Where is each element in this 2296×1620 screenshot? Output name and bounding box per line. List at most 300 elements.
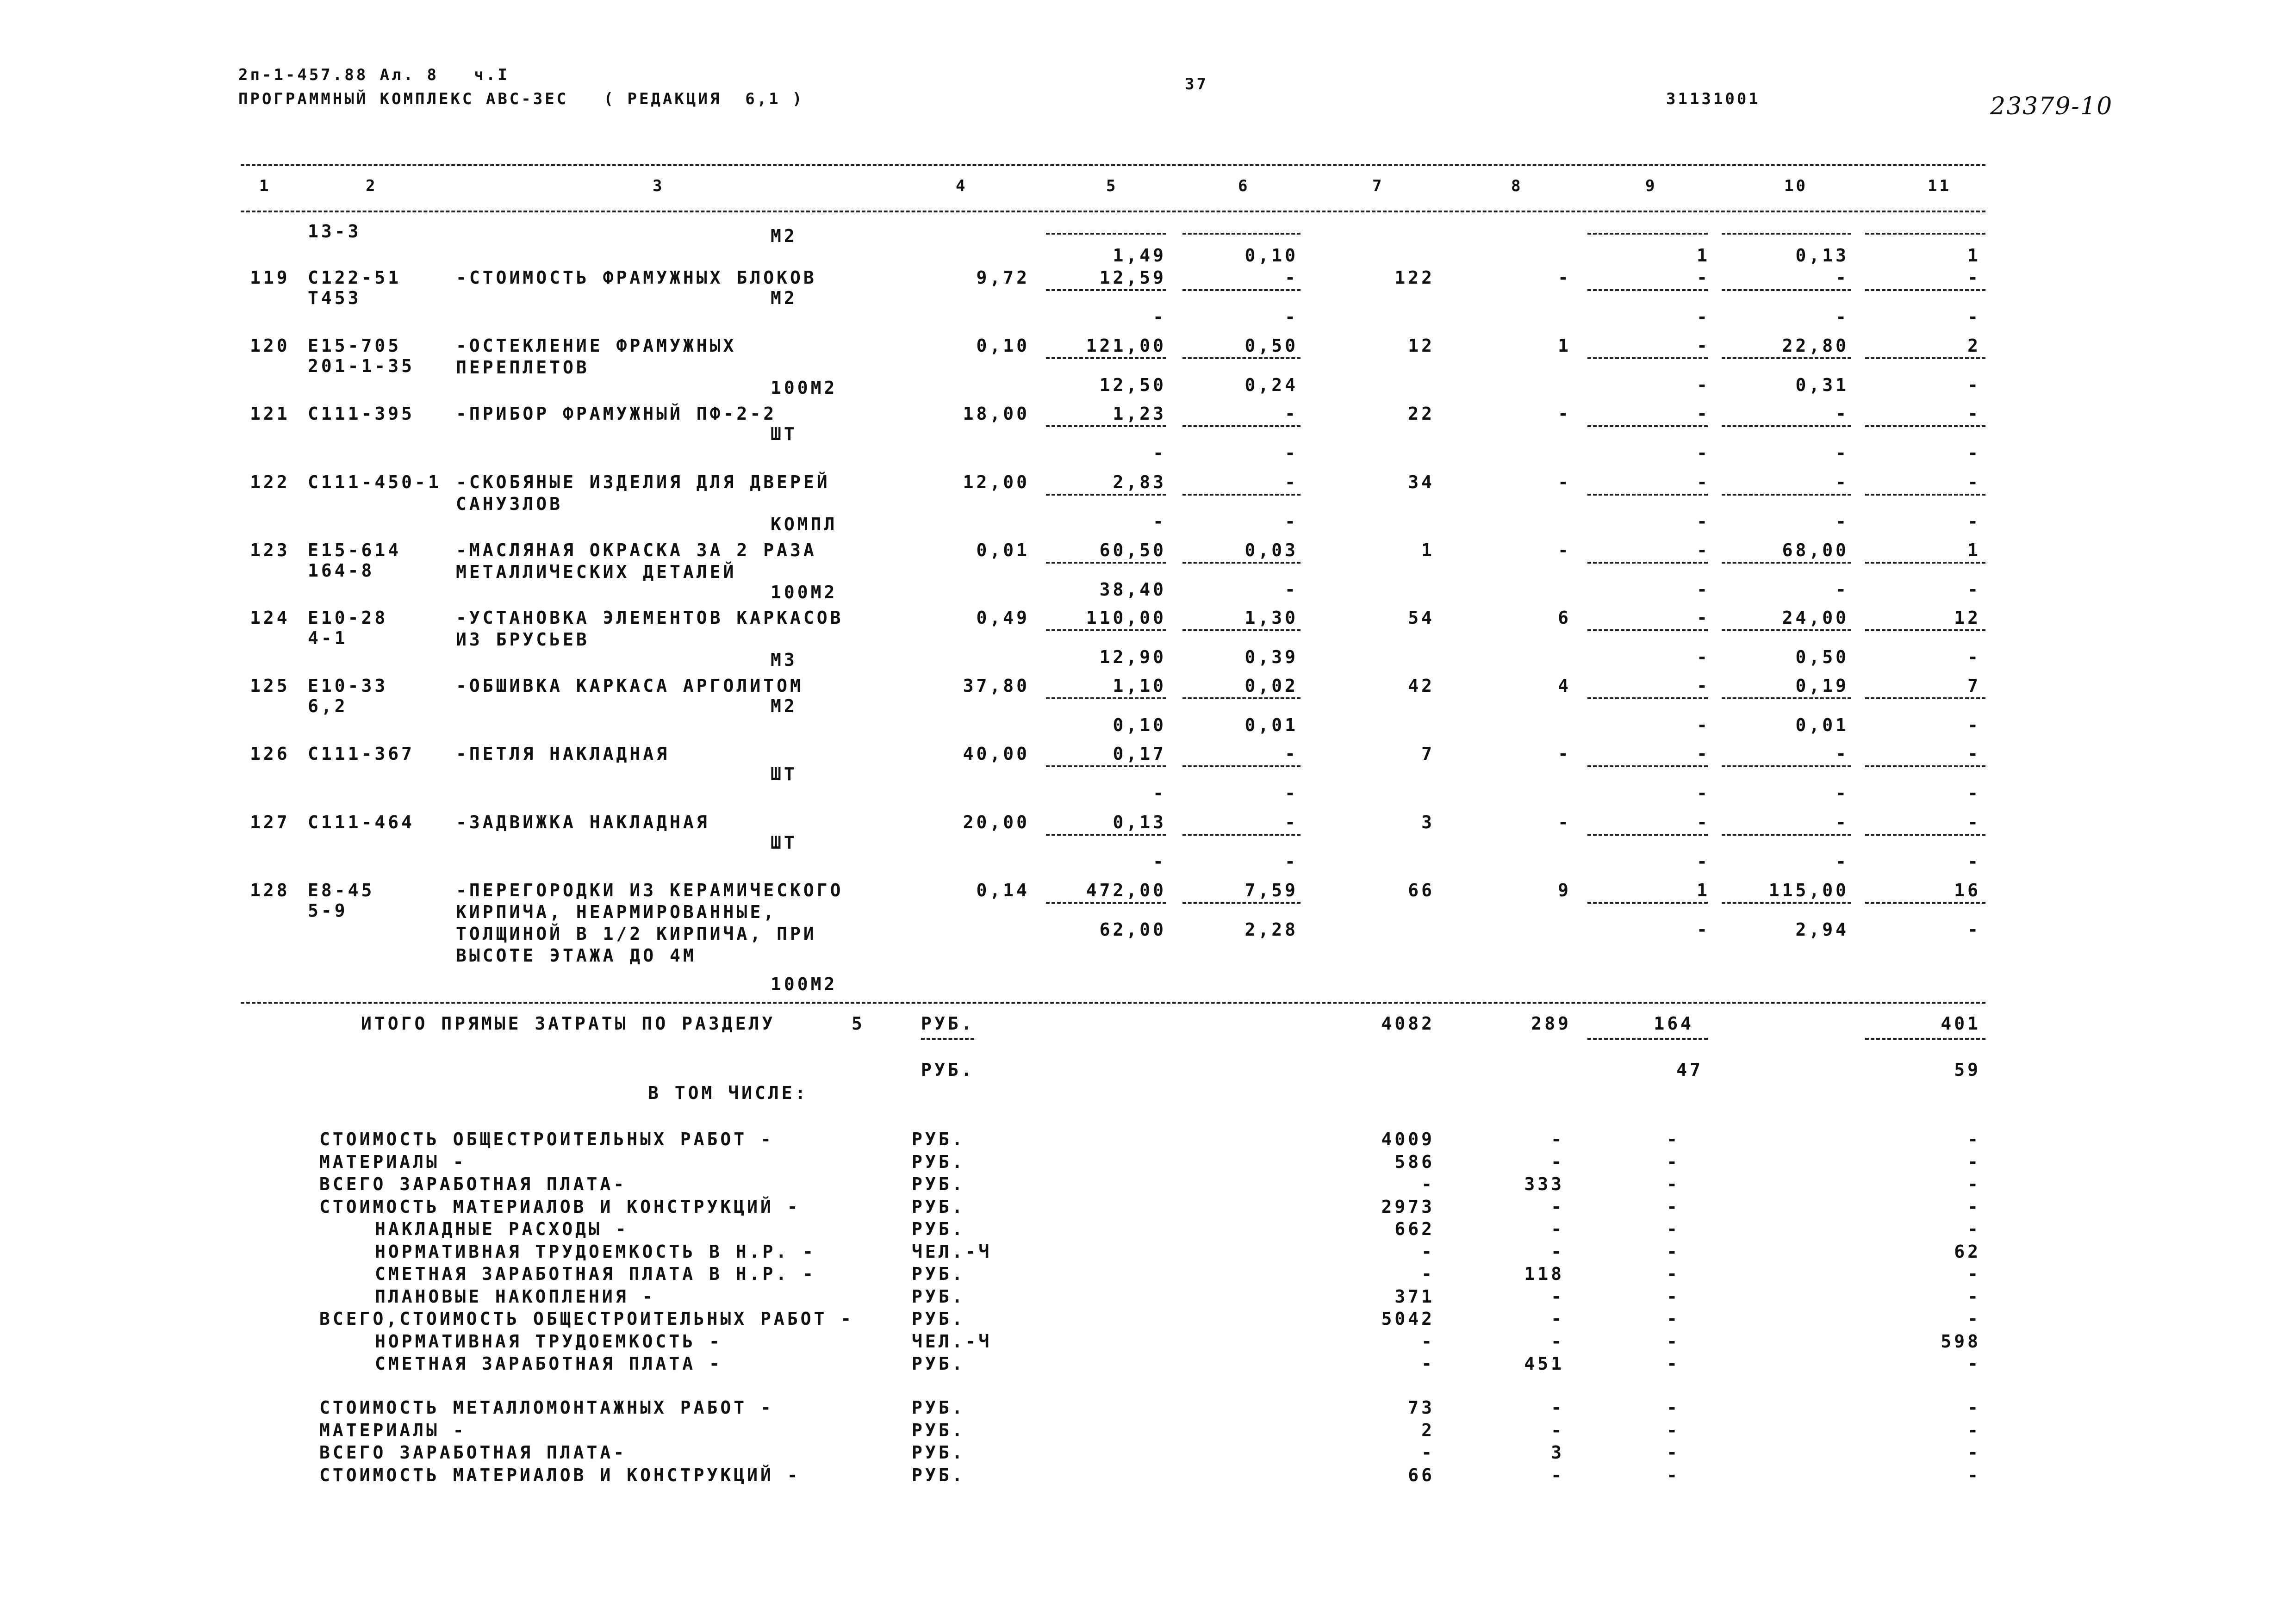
cell-rule (1865, 629, 1985, 631)
description-cell: ПЕРЕПЛЕТОВ (456, 357, 590, 378)
cell-rule (1865, 902, 1985, 904)
value-cell: - (1967, 851, 1981, 872)
value-cell: 0,17 (1113, 744, 1166, 764)
value-cell: - (1697, 267, 1710, 288)
total-value: 401 (1941, 1013, 1981, 1034)
value-cell: - (1697, 443, 1710, 463)
value-cell: - (1836, 744, 1849, 764)
summary-value: - (1967, 1264, 1981, 1284)
value-cell: - (1697, 744, 1710, 764)
doc-reference: 2п-1-457.88 Ал. 8 ч.I (238, 66, 510, 84)
summary-value: 118 (1524, 1264, 1564, 1284)
value-cell: - (1697, 375, 1710, 395)
summary-value: - (1551, 1151, 1564, 1172)
document-code: 31131001 (1666, 90, 1761, 108)
summary-value: - (1967, 1353, 1981, 1374)
description-cell: -ПЕРЕГОРОДКИ ИЗ КЕРАМИЧЕСКОГО (456, 880, 844, 900)
summary-value: - (1967, 1219, 1981, 1239)
code-cell: Е15-614 (308, 540, 402, 560)
summary-value: 62 (1954, 1241, 1981, 1262)
summary-value: - (1967, 1129, 1981, 1149)
value-cell: - (1558, 744, 1571, 764)
unit-cell: РУБ. (921, 1013, 975, 1034)
value-cell: - (1967, 443, 1981, 463)
cell-rule (1865, 425, 1985, 427)
value-cell: 0,02 (1244, 676, 1298, 696)
value-cell: 60,50 (1099, 540, 1166, 560)
description-cell: -УСТАНОВКА ЭЛЕМЕНТОВ КАРКАСОВ (456, 608, 844, 628)
value-cell: 7 (1421, 744, 1435, 764)
value-cell: 2,28 (1244, 919, 1298, 940)
row-number: 121 (250, 403, 290, 424)
value-cell: - (1697, 307, 1710, 327)
description-cell: -СКОБЯНЫЕ ИЗДЕЛИЯ ДЛЯ ДВЕРЕЙ (456, 472, 830, 492)
column-number: 11 (1928, 177, 1951, 195)
total-value: 59 (1954, 1060, 1981, 1080)
value-cell: - (1153, 307, 1166, 327)
code-cell: 13-3 (308, 221, 361, 242)
total-value: 47 (1676, 1060, 1703, 1080)
summary-value: - (1667, 1129, 1680, 1149)
value-cell: 0,19 (1795, 676, 1849, 696)
value-cell: - (1697, 579, 1710, 600)
unit-cell: РУБ. (912, 1397, 965, 1418)
unit-cell: ЧЕЛ.-Ч (912, 1241, 992, 1262)
code-cell: С111-367 (308, 744, 415, 764)
description-cell: -ПРИБОР ФРАМУЖНЫЙ ПФ-2-2 (456, 403, 777, 424)
value-cell: - (1558, 540, 1571, 560)
code-cell: Т453 (308, 288, 361, 308)
summary-value: - (1421, 1264, 1435, 1284)
value-cell: - (1836, 851, 1849, 872)
summary-label: СМЕТНАЯ ЗАРАБОТНАЯ ПЛАТА - (375, 1353, 722, 1374)
value-cell: 1,30 (1244, 608, 1298, 628)
summary-value: - (1667, 1442, 1680, 1463)
description-cell: -ОБШИВКА КАРКАСА АРГОЛИТОМ (456, 676, 803, 696)
cell-rule (1182, 902, 1300, 904)
summary-value: - (1421, 1353, 1435, 1374)
summary-label: ВСЕГО,СТОИМОСТЬ ОБЩЕСТРОИТЕЛЬНЫХ РАБОТ - (319, 1309, 854, 1329)
quantity-cell: 0,01 (976, 540, 1030, 560)
value-cell: 12,50 (1099, 375, 1166, 395)
cell-rule (1865, 562, 1985, 564)
summary-value: - (1421, 1442, 1435, 1463)
value-cell: - (1967, 267, 1981, 288)
unit-cell: РУБ. (912, 1219, 965, 1239)
value-cell: - (1285, 744, 1298, 764)
cell-rule (1587, 629, 1708, 631)
value-cell: - (1836, 472, 1849, 492)
header-rule (241, 211, 1985, 212)
unit-cell: РУБ. (912, 1309, 965, 1329)
value-cell: 38,40 (1099, 579, 1166, 600)
cell-rule (1046, 562, 1166, 564)
summary-value: - (1667, 1331, 1680, 1352)
summary-label: СМЕТНАЯ ЗАРАБОТНАЯ ПЛАТА В Н.Р. - (375, 1264, 816, 1284)
cell-rule (1722, 357, 1851, 359)
value-cell: - (1558, 472, 1571, 492)
code-cell: 201-1-35 (308, 356, 415, 376)
total-label: ИТОГО ПРЯМЫЕ ЗАТРАТЫ ПО РАЗДЕЛУ (361, 1013, 776, 1034)
cell-rule (1046, 289, 1166, 291)
value-cell: - (1558, 812, 1571, 832)
summary-label: ВСЕГО ЗАРАБОТНАЯ ПЛАТА- (319, 1174, 627, 1194)
summary-label: МАТЕРИАЛЫ - (319, 1420, 467, 1440)
summary-value: - (1667, 1151, 1680, 1172)
value-cell: 2,94 (1795, 919, 1849, 940)
unit-cell: ШТ (771, 832, 797, 853)
unit-cell: РУБ. (912, 1129, 965, 1149)
value-cell: 12 (1954, 608, 1981, 628)
description-cell: -СТОИМОСТЬ ФРАМУЖНЫХ БЛОКОВ (456, 267, 817, 288)
column-number: 7 (1372, 177, 1384, 195)
cell-rule (1182, 425, 1300, 427)
description-cell: -ПЕТЛЯ НАКЛАДНАЯ (456, 744, 670, 764)
cell-rule (1182, 697, 1300, 699)
row-number: 120 (250, 335, 290, 356)
code-cell: С111-395 (308, 403, 415, 424)
cell-rule (1046, 834, 1166, 836)
value-cell: - (1153, 443, 1166, 463)
cell-rule (1865, 1038, 1985, 1040)
summary-label: МАТЕРИАЛЫ - (319, 1151, 467, 1172)
summary-value: 586 (1394, 1151, 1435, 1172)
unit-cell: РУБ. (912, 1151, 965, 1172)
value-cell: 7,59 (1244, 880, 1298, 900)
value-cell: 24,00 (1782, 608, 1849, 628)
value-cell: - (1697, 919, 1710, 940)
unit-cell: М3 (771, 650, 797, 670)
cell-rule (1865, 697, 1985, 699)
unit-cell: РУБ. (912, 1174, 965, 1194)
including-label: В ТОМ ЧИСЛЕ: (648, 1083, 809, 1103)
value-cell: 1,10 (1113, 676, 1166, 696)
unit-cell: 100М2 (771, 378, 838, 398)
value-cell: - (1967, 783, 1981, 803)
cell-rule (1182, 562, 1300, 564)
description-cell: ТОЛЩИНОЙ В 1/2 КИРПИЧА, ПРИ (456, 924, 817, 944)
quantity-cell: 18,00 (963, 403, 1030, 424)
value-cell: 0,01 (1244, 715, 1298, 735)
value-cell: - (1836, 511, 1849, 532)
description-cell: МЕТАЛЛИЧЕСКИХ ДЕТАЛЕЙ (456, 562, 737, 582)
value-cell: - (1697, 472, 1710, 492)
cell-rule (1587, 902, 1708, 904)
summary-value: - (1421, 1331, 1435, 1352)
value-cell: 0,01 (1795, 715, 1849, 735)
summary-label: НОРМАТИВНАЯ ТРУДОЕМКОСТЬ - (375, 1331, 722, 1352)
summary-value: - (1667, 1420, 1680, 1440)
quantity-cell: 20,00 (963, 812, 1030, 832)
value-cell: - (1285, 851, 1298, 872)
cell-rule (1046, 697, 1166, 699)
description-cell: ИЗ БРУСЬЕВ (456, 629, 590, 650)
summary-value: - (1551, 1219, 1564, 1239)
description-cell: САНУЗЛОВ (456, 494, 563, 514)
unit-cell: РУБ. (912, 1442, 965, 1463)
value-cell: 2 (1967, 335, 1981, 356)
cell-rule (1865, 834, 1985, 836)
summary-value: 662 (1394, 1219, 1435, 1239)
value-cell: 62,00 (1099, 919, 1166, 940)
value-cell: - (1836, 307, 1849, 327)
description-cell: -МАСЛЯНАЯ ОКРАСКА ЗА 2 РАЗА (456, 540, 817, 560)
summary-value: 3 (1551, 1442, 1564, 1463)
value-cell: - (1967, 403, 1981, 424)
row-number: 125 (250, 676, 290, 696)
column-number: 6 (1238, 177, 1250, 195)
summary-value: 4009 (1381, 1129, 1435, 1149)
quantity-cell: 12,00 (963, 472, 1030, 492)
value-cell: 12 (1408, 335, 1435, 356)
cell-rule (1046, 902, 1166, 904)
summary-value: - (1667, 1174, 1680, 1194)
value-cell: - (1967, 715, 1981, 735)
value-cell: - (1558, 403, 1571, 424)
value-cell: - (1697, 540, 1710, 560)
quantity-cell: 0,49 (976, 608, 1030, 628)
summary-label: СТОИМОСТЬ МАТЕРИАЛОВ И КОНСТРУКЦИЙ - (319, 1196, 801, 1217)
value-cell: 1 (1421, 540, 1435, 560)
value-cell: 115,00 (1768, 880, 1849, 900)
value-cell: - (1836, 267, 1849, 288)
summary-label: СТОИМОСТЬ МАТЕРИАЛОВ И КОНСТРУКЦИЙ - (319, 1465, 801, 1485)
value-cell: 12,59 (1099, 267, 1166, 288)
cell-rule (1182, 834, 1300, 836)
code-cell: 4-1 (308, 628, 348, 648)
cell-rule (1865, 357, 1985, 359)
code-cell: Е15-705 (308, 335, 402, 356)
summary-value: 598 (1941, 1331, 1981, 1352)
value-cell: 4 (1558, 676, 1571, 696)
value-cell: 2,83 (1113, 472, 1166, 492)
value-cell: 22,80 (1782, 335, 1849, 356)
summary-value: 66 (1408, 1465, 1435, 1485)
summary-label: ВСЕГО ЗАРАБОТНАЯ ПЛАТА- (319, 1442, 627, 1463)
value-cell: - (1967, 511, 1981, 532)
summary-value: 371 (1394, 1286, 1435, 1307)
value-cell: - (1285, 579, 1298, 600)
value-cell: 110,00 (1086, 608, 1166, 628)
value-cell: - (1697, 647, 1710, 667)
value-cell: - (1836, 443, 1849, 463)
value-cell: - (1836, 812, 1849, 832)
unit-cell: РУБ. (912, 1420, 965, 1440)
cell-rule (1182, 233, 1300, 235)
summary-value: - (1551, 1241, 1564, 1262)
description-cell: ВЫСОТЕ ЭТАЖА ДО 4М (456, 945, 697, 966)
value-cell: 34 (1408, 472, 1435, 492)
code-cell: 164-8 (308, 560, 375, 581)
cell-rule (1587, 357, 1708, 359)
summary-value: - (1551, 1129, 1564, 1149)
value-cell: 0,50 (1244, 335, 1298, 356)
value-cell: 0,31 (1795, 375, 1849, 395)
column-number: 1 (259, 177, 271, 195)
code-cell: Е8-45 (308, 880, 375, 900)
value-cell: 1 (1697, 245, 1710, 266)
summary-value: - (1551, 1196, 1564, 1217)
value-cell: 0,39 (1244, 647, 1298, 667)
value-cell: 0,03 (1244, 540, 1298, 560)
summary-value: 2 (1421, 1420, 1435, 1440)
cell-rule (1587, 233, 1708, 235)
summary-label: СТОИМОСТЬ ОБЩЕСТРОИТЕЛЬНЫХ РАБОТ - (319, 1129, 774, 1149)
column-number: 2 (366, 177, 378, 195)
value-cell: 0,10 (1113, 715, 1166, 735)
cell-rule (1587, 425, 1708, 427)
unit-cell: М2 (771, 288, 797, 308)
cell-rule (1865, 494, 1985, 496)
value-cell: - (1285, 307, 1298, 327)
quantity-cell: 40,00 (963, 744, 1030, 764)
cell-rule (1722, 494, 1851, 496)
cell-rule (1182, 765, 1300, 767)
value-cell: 0,50 (1795, 647, 1849, 667)
cell-rule (1587, 562, 1708, 564)
cell-rule (1587, 494, 1708, 496)
summary-value: - (1667, 1241, 1680, 1262)
unit-cell: РУБ. (921, 1060, 975, 1080)
column-number: 10 (1784, 177, 1808, 195)
unit-cell: КОМПЛ (771, 514, 838, 534)
cell-rule (1587, 1038, 1708, 1040)
row-number: 124 (250, 608, 290, 628)
summary-label: НАКЛАДНЫЕ РАСХОДЫ - (375, 1219, 629, 1239)
cell-rule (1722, 425, 1851, 427)
code-cell: 6,2 (308, 696, 348, 716)
summary-value: - (1667, 1286, 1680, 1307)
value-cell: 1,23 (1113, 403, 1166, 424)
value-cell: - (1285, 511, 1298, 532)
unit-cell: РУБ. (912, 1196, 965, 1217)
summary-value: - (1967, 1442, 1981, 1463)
value-cell: 1 (1967, 540, 1981, 560)
value-cell: 9 (1558, 880, 1571, 900)
cell-rule (1046, 494, 1166, 496)
code-cell: С111-450-1 (308, 472, 442, 492)
column-number: 8 (1511, 177, 1523, 195)
value-cell: - (1285, 472, 1298, 492)
value-cell: 0,13 (1113, 812, 1166, 832)
value-cell: - (1697, 715, 1710, 735)
description-cell: -ОСТЕКЛЕНИЕ ФРАМУЖНЫХ (456, 335, 737, 356)
summary-value: - (1421, 1241, 1435, 1262)
summary-value: - (1667, 1465, 1680, 1485)
summary-value: - (1667, 1309, 1680, 1329)
unit-cell: 100М2 (771, 974, 838, 994)
total-value: 164 (1654, 1013, 1694, 1034)
value-cell: - (1967, 919, 1981, 940)
cell-rule (1865, 765, 1985, 767)
cell-rule (1587, 289, 1708, 291)
price-cell: 1,49 (1113, 245, 1166, 266)
value-cell: 0,10 (1244, 245, 1298, 266)
unit-cell: РУБ. (912, 1264, 965, 1284)
value-cell: 7 (1967, 676, 1981, 696)
column-number: 9 (1645, 177, 1657, 195)
summary-value: - (1967, 1196, 1981, 1217)
summary-value: 451 (1524, 1353, 1564, 1374)
description-cell: -ЗАДВИЖКА НАКЛАДНАЯ (456, 812, 710, 832)
row-number: 119 (250, 267, 290, 288)
summary-value: - (1667, 1353, 1680, 1374)
cell-rule (1182, 494, 1300, 496)
row-number: 127 (250, 812, 290, 832)
cell-rule (1722, 765, 1851, 767)
value-cell: - (1697, 676, 1710, 696)
value-cell: - (1697, 511, 1710, 532)
value-cell: - (1836, 579, 1849, 600)
column-number: 4 (956, 177, 968, 195)
summary-value: - (1421, 1174, 1435, 1194)
value-cell: - (1967, 307, 1981, 327)
value-cell: - (1153, 783, 1166, 803)
value-cell: 1 (1697, 880, 1710, 900)
value-cell: - (1285, 783, 1298, 803)
summary-value: 73 (1408, 1397, 1435, 1418)
cell-rule (1722, 562, 1851, 564)
value-cell: - (1967, 579, 1981, 600)
quantity-cell: 37,80 (963, 676, 1030, 696)
summary-value: - (1551, 1397, 1564, 1418)
value-cell: - (1697, 608, 1710, 628)
total-value: 4082 (1381, 1013, 1435, 1034)
cell-rule (1046, 425, 1166, 427)
value-cell: - (1967, 812, 1981, 832)
column-number: 5 (1106, 177, 1118, 195)
unit-cell: ЧЕЛ.-Ч (912, 1331, 992, 1352)
column-number: 3 (653, 177, 665, 195)
value-cell: - (1697, 783, 1710, 803)
summary-value: - (1967, 1174, 1981, 1194)
total-value: 289 (1531, 1013, 1571, 1034)
value-cell: 121,00 (1086, 335, 1166, 356)
value-cell: 3 (1421, 812, 1435, 832)
value-cell: - (1153, 511, 1166, 532)
cell-rule (1722, 289, 1851, 291)
code-cell: Е10-28 (308, 608, 388, 628)
cell-rule (1046, 357, 1166, 359)
value-cell: 122 (1394, 267, 1435, 288)
value-cell: - (1285, 812, 1298, 832)
row-number: 126 (250, 744, 290, 764)
code-cell: С111-464 (308, 812, 415, 832)
cell-rule (1182, 289, 1300, 291)
cell-rule (921, 1038, 974, 1040)
value-cell: 0,24 (1244, 375, 1298, 395)
section-number: 5 (852, 1013, 865, 1034)
summary-value: - (1967, 1420, 1981, 1440)
value-cell: 1 (1967, 245, 1981, 266)
summary-value: 2973 (1381, 1196, 1435, 1217)
code-cell: С122-51 (308, 267, 402, 288)
unit-cell: М2 (771, 696, 797, 716)
value-cell: 22 (1408, 403, 1435, 424)
summary-value: - (1667, 1196, 1680, 1217)
unit-cell: РУБ. (912, 1465, 965, 1485)
cell-rule (1722, 233, 1851, 235)
unit-cell: ШТ (771, 764, 797, 784)
cell-rule (1587, 697, 1708, 699)
value-cell: 1 (1558, 335, 1571, 356)
value-cell: 12,90 (1099, 647, 1166, 667)
summary-label: СТОИМОСТЬ МЕТАЛЛОМОНТАЖНЫХ РАБОТ - (319, 1397, 774, 1418)
summary-value: 5042 (1381, 1309, 1435, 1329)
value-cell: - (1697, 335, 1710, 356)
summary-value: - (1967, 1309, 1981, 1329)
summary-label: ПЛАНОВЫЕ НАКОПЛЕНИЯ - (375, 1286, 656, 1307)
